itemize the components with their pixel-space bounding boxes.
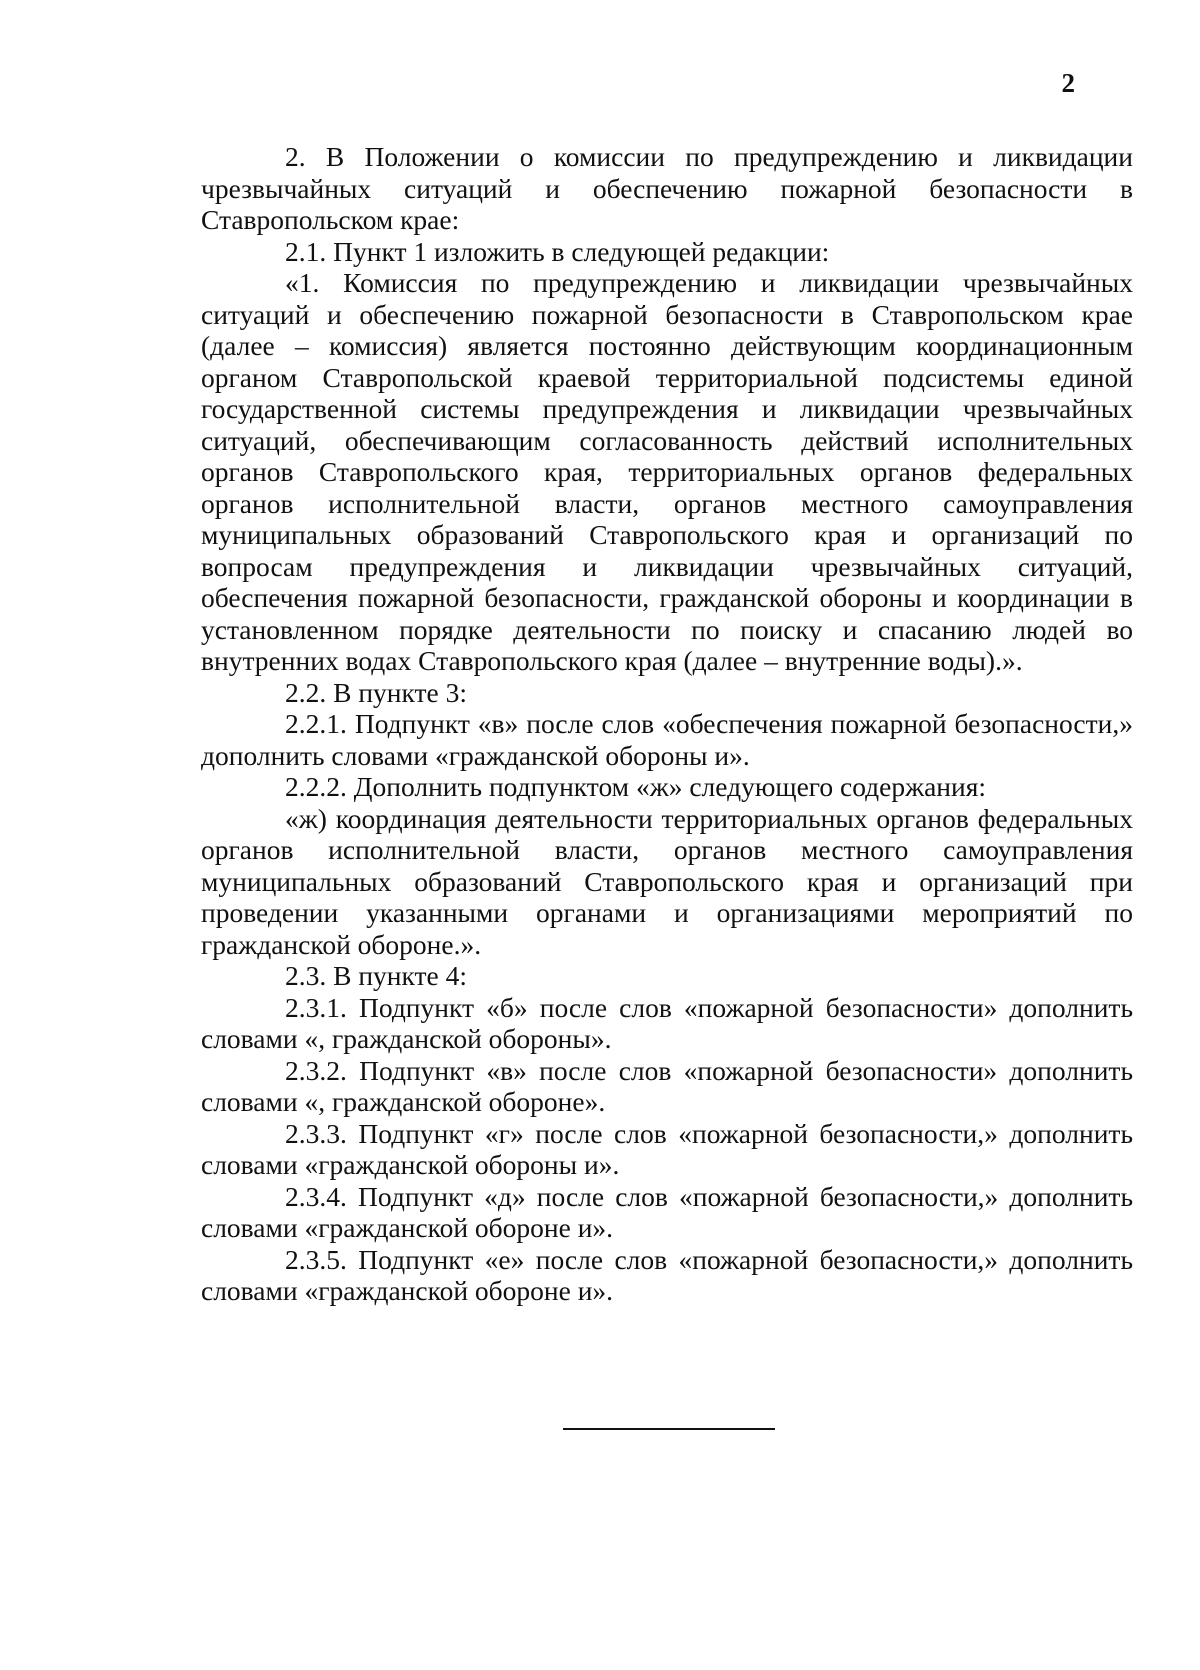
closing-divider-line	[563, 1428, 775, 1430]
paragraph-2-3-4: 2.3.4. Подпункт «д» после слов «пожарной безопасности,» дополнить словами «гражданской обороне и».	[201, 1180, 1133, 1243]
paragraph-2-2-1: 2.2.1. Подпункт «в» после слов «обеспечения пожарной безопасности,» дополнить словами «гражданской обороны и».	[201, 708, 1133, 771]
paragraph-2-3-3: 2.3.3. Подпункт «г» после слов «пожарной безопасности,» дополнить словами «гражданской обороны и».	[201, 1117, 1133, 1180]
paragraph-quote-1: «1. Комиссия по предупреждению и ликвидации чрезвычайных ситуаций и обеспечению пожарной безопасности в Ставропольском крае (далее – комиссия) является постоянно действующим координационным органом Ставропольской краевой территориальной подсистемы единой государственной системы предупреждения и ликвидации чрезвычайных ситуаций, обеспечивающим согласованность действий исполнительных органов Ставропольского края, территориальных органов федеральных органов исполнительной власти, органов местного самоуправления муниципальных образований Ставропольского края и организаций по вопросам предупреждения и ликвидации чрезвычайных ситуаций, обеспечения пожарной безопасности, гражданской обороны и координации в установленном порядке деятельности по поиску и спасанию людей во внутренних водах Ставропольского края (далее – внутренние воды).».	[201, 267, 1133, 676]
paragraph-2-3-2: 2.3.2. Подпункт «в» после слов «пожарной безопасности» дополнить словами «, гражданской обороне».	[201, 1054, 1133, 1117]
paragraph-2-3-1: 2.3.1. Подпункт «б» после слов «пожарной безопасности» дополнить словами «, гражданской обороны».	[201, 991, 1133, 1054]
paragraph-quote-zh: «ж) координация деятельности территориальных органов федеральных органов исполнительной власти, органов местного самоуправления муниципальных образований Ставропольского края и организаций при проведении указанными органами и организациями мероприятий по гражданской обороне.».	[201, 802, 1133, 960]
paragraph-2-2: 2.2. В пункте 3:	[285, 676, 468, 708]
paragraph-2-1: 2.1. Пункт 1 изложить в следующей редакции:	[285, 235, 830, 267]
paragraph-2-3-5: 2.3.5. Подпункт «е» после слов «пожарной безопасности,» дополнить словами «гражданской обороне и».	[201, 1243, 1133, 1306]
paragraph-2-2-2: 2.2.2. Дополнить подпунктом «ж» следующего содержания:	[285, 771, 987, 802]
page-number: 2	[1061, 68, 1075, 98]
paragraph-2: 2. В Положении о комиссии по предупреждению и ликвидации чрезвычайных ситуаций и обеспечению пожарной безопасности в Ставропольском крае:	[201, 141, 1133, 235]
document-body	[201, 141, 1133, 1307]
paragraph-2-3: 2.3. В пункте 4:	[285, 960, 468, 991]
